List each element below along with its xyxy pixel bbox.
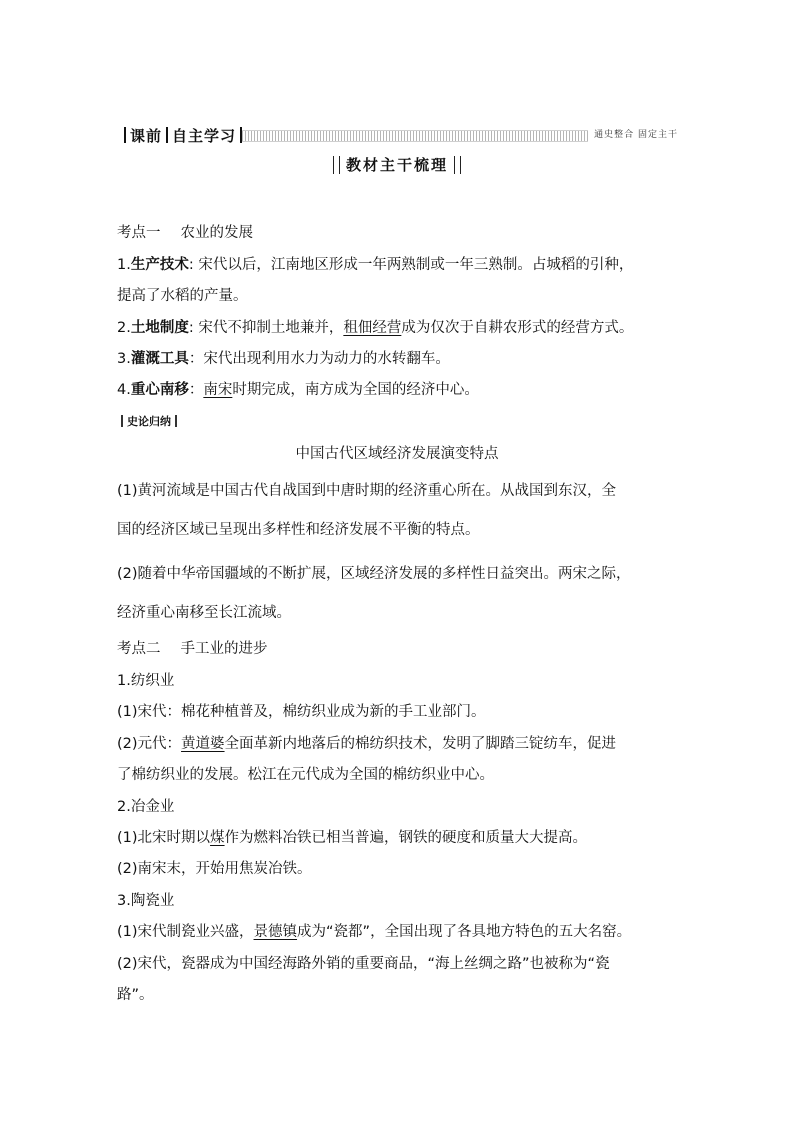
- header-bar-mark: [124, 127, 126, 143]
- item-text: 时期完成，南方成为全国的经济中心。: [232, 382, 479, 398]
- kp1-heading: [117, 223, 253, 243]
- header-bar-mark: [166, 127, 168, 143]
- summary-tag-text: 史论归纳: [127, 415, 171, 428]
- kp2-sub-3: 3.陶瓷业: [117, 893, 175, 909]
- kp2-sub-1-item-2-cont: 了棉纺织业的发展。松江在元代成为全国的棉纺织业中心。: [117, 767, 494, 783]
- underlined-term: 景德镇: [253, 924, 298, 940]
- item-sep: ：: [188, 382, 204, 398]
- item-number: 1.: [117, 257, 131, 273]
- summary-p2-line2: 经济重心南移至长江流域。: [117, 605, 291, 621]
- item-text: (1)北宋时期以: [117, 830, 211, 846]
- section-title-text: 教材主干梳理: [345, 156, 448, 174]
- underlined-term: 煤: [210, 830, 225, 846]
- item-text: 全面革新内地落后的棉纺织技术，发明了脚踏三锭纺车，促进: [224, 736, 617, 752]
- kp1-title: 农业的发展: [180, 225, 253, 241]
- tag-bar-mark: [175, 415, 177, 427]
- title-bar-mark: [333, 156, 340, 174]
- kp2-sub-1: 1.纺织业: [117, 673, 175, 689]
- underlined-term: 南宋: [203, 382, 233, 398]
- item-text: 宋代以后，江南地区形成一年两熟制或一年三熟制。占城稻的引种，: [198, 257, 634, 273]
- kp2-label: 考点二: [117, 641, 161, 657]
- item-text: 作为燃料冶铁已相当普遍，钢铁的硬度和质量大大提高。: [224, 830, 588, 846]
- kp1-label: 考点一: [117, 225, 161, 241]
- item-text: (1)宋代制瓷业兴盛，: [117, 924, 254, 940]
- underlined-term: 租佃经营: [343, 320, 402, 336]
- item-head: 重心南移: [130, 382, 189, 398]
- kp2-heading: [117, 639, 268, 659]
- header-right-text: 通史整合 固定主干: [588, 127, 678, 143]
- summary-p2-line1: (2)随着中华帝国疆域的不断扩展，区域经济发展的多样性日益突出。两宋之际，: [117, 566, 631, 582]
- kp2-sub-2: 2.冶金业: [117, 799, 175, 815]
- item-number: 3.: [117, 351, 131, 367]
- chapter-header: [120, 124, 678, 146]
- kp2-sub-3-item-2: (2)宋代，瓷器成为中国经海路外销的重要商品，“海上丝绸之路”也被称为“瓷: [117, 956, 610, 972]
- item-head: 灌溉工具: [130, 351, 189, 367]
- item-number: 2.: [117, 320, 131, 336]
- header-bar-mark: [240, 127, 242, 143]
- kp2-sub-2-item-1: [117, 828, 587, 848]
- header-part1: 课前: [130, 126, 163, 145]
- kp1-item-2: [117, 318, 633, 338]
- underlined-term: 黄道婆: [181, 736, 225, 752]
- kp2-title: 手工业的进步: [180, 641, 268, 657]
- item-text: (2)元代：: [117, 736, 182, 752]
- kp1-item-1: [117, 255, 633, 275]
- header-part2: 自主学习: [172, 126, 237, 145]
- title-bar-mark: [454, 156, 461, 174]
- kp1-item-3: [117, 349, 450, 369]
- kp2-sub-3-item-1: [117, 922, 631, 942]
- tag-bar-mark: [121, 415, 123, 427]
- kp1-item-4: [117, 380, 479, 400]
- kp1-item-1-cont: 提高了水稻的产量。: [117, 288, 248, 304]
- item-sep: ：: [188, 351, 204, 367]
- summary-p1-line2: 国的经济区域已呈现出多样性和经济发展不平衡的特点。: [117, 522, 480, 538]
- kp2-sub-2-item-2: (2)南宋末，开始用焦炭冶铁。: [117, 861, 312, 877]
- kp2-sub-3-item-2-cont: 路”。: [117, 987, 154, 1003]
- item-number: 4.: [117, 382, 131, 398]
- header-title: [120, 124, 246, 146]
- item-text: 宋代出现利用水力为动力的水转翻车。: [203, 351, 450, 367]
- summary-tag: [117, 414, 181, 428]
- item-text: 成为“瓷都”，全国出现了各具地方特色的五大名窑。: [297, 924, 632, 940]
- item-text: 成为仅次于自耕农形式的经营方式。: [401, 320, 634, 336]
- kp2-sub-1-item-2: [117, 734, 616, 754]
- section-title: [0, 154, 794, 178]
- kp2-sub-1-item-1: (1)宋代：棉花种植普及，棉纺织业成为新的手工业部门。: [117, 704, 486, 720]
- item-sep: :: [188, 257, 199, 273]
- summary-p1-line1: (1)黄河流域是中国古代自战国到中唐时期的经济重心所在。从战国到东汉，全: [117, 483, 617, 499]
- item-head: 生产技术: [130, 257, 189, 273]
- item-head: 土地制度: [130, 320, 189, 336]
- item-sep: : 宋代不抑制土地兼并，: [188, 320, 344, 336]
- summary-title: 中国古代区域经济发展演变特点: [295, 446, 499, 462]
